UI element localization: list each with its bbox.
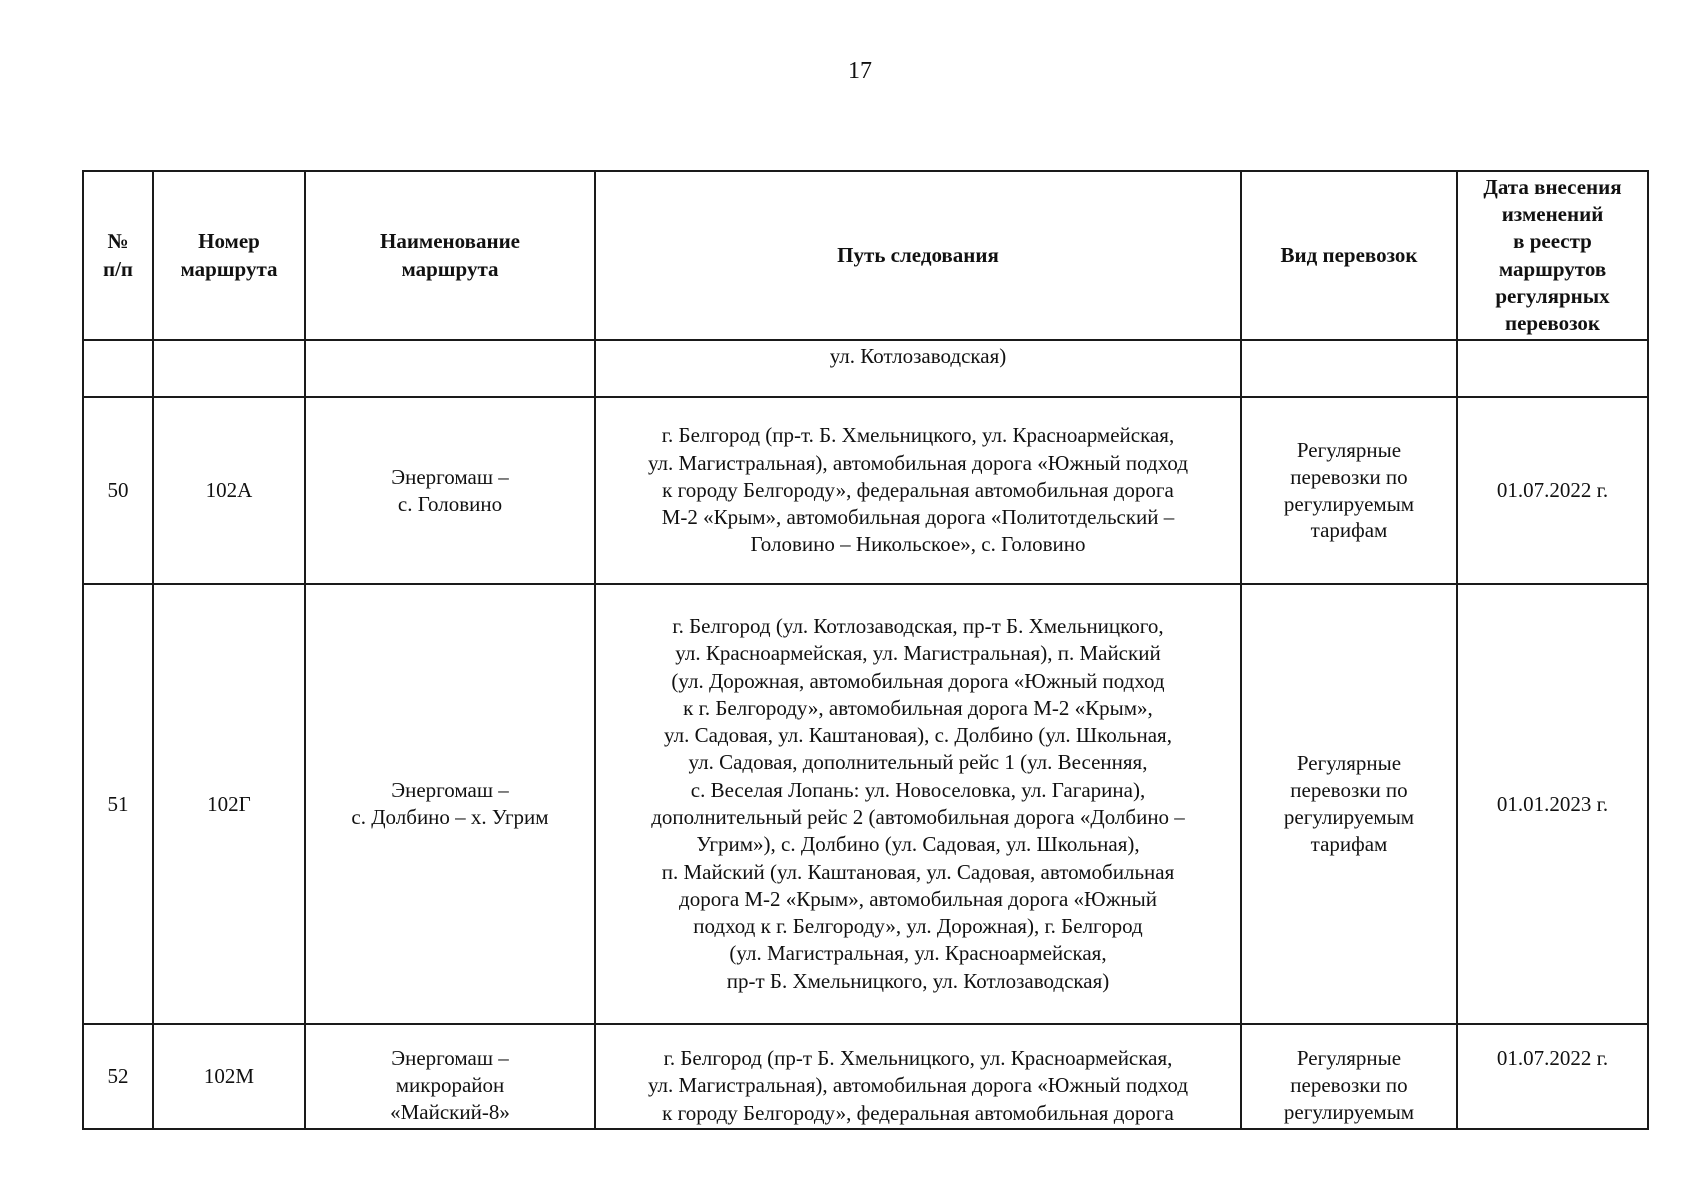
row-route-name: Энергомаш – с. Головино <box>305 397 595 584</box>
continuation-path: ул. Котлозаводская) <box>595 340 1241 397</box>
header-route-number: Номер маршрута <box>153 171 305 340</box>
cell-empty <box>153 340 305 397</box>
row-num: 52 <box>83 1024 153 1129</box>
row-path: г. Белгород (пр-т. Б. Хмельницкого, ул. Красноармейская, ул. Магистральная), автомобильная дорога «Южный подход к городу Белгороду», федеральная автомобильная дорога М-2 «Крым», автомобильная дорога «Политотдельский – Головино – Никольское», с. Головино <box>595 397 1241 584</box>
row-num: 50 <box>83 397 153 584</box>
row-num: 51 <box>83 584 153 1024</box>
row-path: г. Белгород (пр-т Б. Хмельницкого, ул. Красноармейская, ул. Магистральная), автомобильная дорога «Южный подход к городу Белгороду», федеральная автомобильная дорога <box>595 1024 1241 1129</box>
row-route-name: Энергомаш – с. Долбино – х. Угрим <box>305 584 595 1024</box>
cell-empty <box>1457 340 1648 397</box>
routes-registry-table <box>82 170 1649 1130</box>
row-route-number: 102Г <box>153 584 305 1024</box>
row-route-number: 102М <box>153 1024 305 1129</box>
cell-empty <box>305 340 595 397</box>
table-row <box>83 1024 1648 1129</box>
header-transport-type: Вид перевозок <box>1241 171 1457 340</box>
header-route-name: Наименование маршрута <box>305 171 595 340</box>
table-row <box>83 397 1648 584</box>
cell-empty <box>1241 340 1457 397</box>
row-transport-type: Регулярные перевозки по регулируемым тарифам <box>1241 584 1457 1024</box>
row-route-name: Энергомаш – микрорайон «Майский-8» <box>305 1024 595 1129</box>
row-transport-type: Регулярные перевозки по регулируемым тарифам <box>1241 397 1457 584</box>
header-num: № п/п <box>83 171 153 340</box>
row-path: г. Белгород (ул. Котлозаводская, пр-т Б. Хмельницкого, ул. Красноармейская, ул. Магистральная), п. Майский (ул. Дорожная, автомобильная дорога «Южный подход к г. Белгороду», автомобильная дорога М-2 «Крым», ул. Садовая, ул. Каштановая), с. Долбино (ул. Школьная, ул. Садовая, дополнительный рейс 1 (ул. Весенняя, с. Веселая Лопань: ул. Новоселовка, ул. Гагарина), дополнительный рейс 2 (автомобильная дорога «Долбино – Угрим»), с. Долбино (ул. Садовая, ул. Школьная), п. Майский (ул. Каштановая, ул. Садовая, автомобильная дорога М-2 «Крым», автомобильная дорога «Южный подход к г. Белгороду», ул. Дорожная), г. Белгород (ул. Магистральная, ул. Красноармейская, пр-т Б. Хмельницкого, ул. Котлозаводская) <box>595 584 1241 1024</box>
row-route-number: 102А <box>153 397 305 584</box>
continuation-row <box>83 340 1648 397</box>
row-change-date: 01.07.2022 г. <box>1457 397 1648 584</box>
row-transport-type: Регулярные перевозки по регулируемым <box>1241 1024 1457 1129</box>
row-change-date: 01.07.2022 г. <box>1457 1024 1648 1129</box>
table-row <box>83 584 1648 1024</box>
row-change-date: 01.01.2023 г. <box>1457 584 1648 1024</box>
cell-empty <box>83 340 153 397</box>
page-number: 17 <box>848 58 872 84</box>
table-header-row <box>83 171 1648 340</box>
header-path: Путь следования <box>595 171 1241 340</box>
header-change-date: Дата внесения изменений в реестр маршрутов регулярных перевозок <box>1457 171 1648 340</box>
